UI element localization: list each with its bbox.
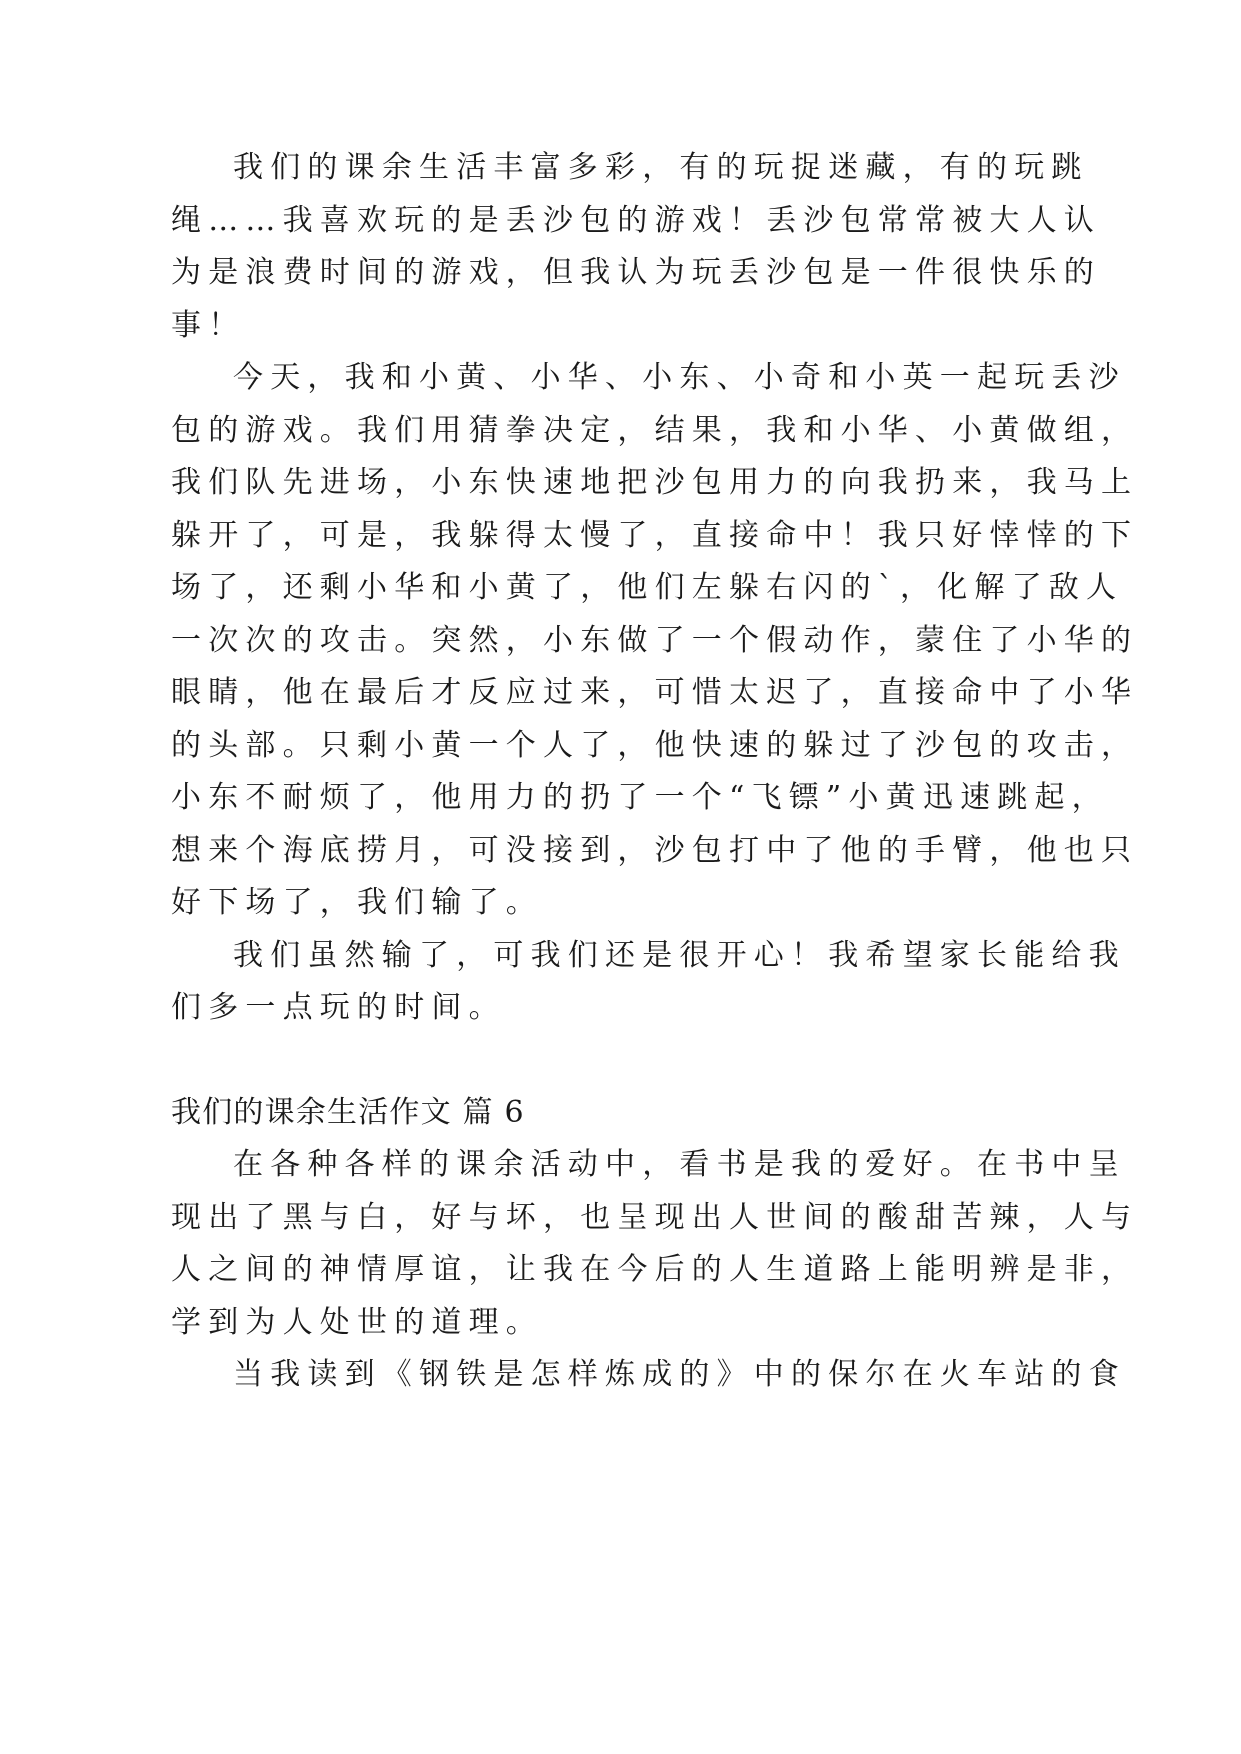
paragraph-2-line-3: 我们队先进场，小东快速地把沙包用力的向我扔来，我马上: [171, 465, 1139, 500]
paragraph-1-line-3: 为是浪费时间的游戏，但我认为玩丢沙包是一件很快乐的: [171, 255, 1101, 290]
paragraph-2-line-7: 眼睛，他在最后才反应过来，可惜太迟了，直接命中了小华: [171, 675, 1139, 710]
paragraph-2-line-8: 的头部。只剩小黄一个人了，他快速的躲过了沙包的攻击，: [171, 728, 1139, 763]
paragraph-4-line-2: 现出了黑与白，好与坏，也呈现出人世间的酸甜苦辣，人与: [171, 1200, 1139, 1235]
paragraph-4-line-1: 在各种各样的课余活动中，看书是我的爱好。在书中呈: [233, 1147, 1126, 1182]
paragraph-5-line-1: 当我读到《钢铁是怎样炼成的》中的保尔在火车站的食: [233, 1357, 1126, 1392]
paragraph-4-line-4: 学到为人处世的道理。: [171, 1305, 543, 1340]
paragraph-2-line-1: 今天，我和小黄、小华、小东、小奇和小英一起玩丢沙: [233, 360, 1126, 395]
section-heading: 我们的课余生活作文 篇 6: [171, 1095, 525, 1130]
paragraph-2-line-9: 小东不耐烦了，他用力的扔了一个“飞镖”小黄迅速跳起，: [171, 780, 1109, 815]
paragraph-1-line-4: 事！: [171, 308, 246, 343]
paragraph-1-line-1: 我们的课余生活丰富多彩，有的玩捉迷藏，有的玩跳: [233, 150, 1089, 185]
paragraph-1-line-2: 绳……我喜欢玩的是丢沙包的游戏！丢沙包常常被大人认: [171, 203, 1101, 238]
paragraph-4-line-3: 人之间的神情厚谊，让我在今后的人生道路上能明辨是非，: [171, 1252, 1139, 1287]
paragraph-2-line-6: 一次次的攻击。突然，小东做了一个假动作，蒙住了小华的: [171, 623, 1139, 658]
paragraph-2-line-2: 包的游戏。我们用猜拳决定，结果，我和小华、小黄做组，: [171, 413, 1139, 448]
paragraph-2-line-11: 好下场了，我们输了。: [171, 885, 543, 920]
paragraph-2-line-10: 想来个海底捞月，可没接到，沙包打中了他的手臂，他也只: [171, 833, 1139, 868]
paragraph-3-line-1: 我们虽然输了，可我们还是很开心！我希望家长能给我: [233, 938, 1126, 973]
paragraph-2-line-4: 躲开了，可是，我躲得太慢了，直接命中！我只好悻悻的下: [171, 518, 1139, 553]
paragraph-3-line-2: 们多一点玩的时间。: [171, 990, 506, 1025]
paragraph-2-line-5: 场了，还剩小华和小黄了，他们左躲右闪的`，化解了敌人: [171, 570, 1124, 605]
